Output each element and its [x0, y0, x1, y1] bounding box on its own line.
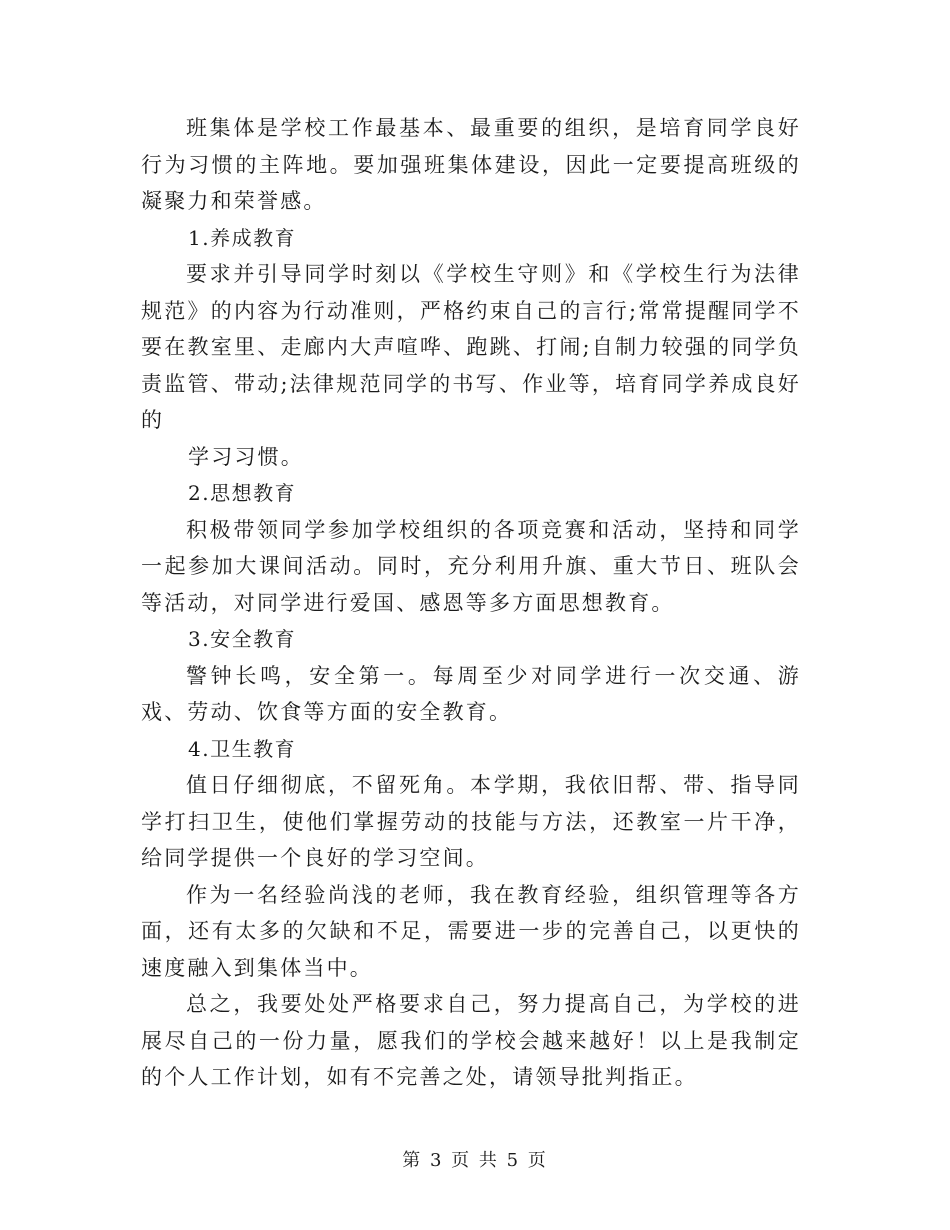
section-body-safety: 警钟长鸣，安全第一。每周至少对同学进行一次交通、游戏、劳动、饮食等方面的安全教育。: [141, 663, 801, 724]
section-body-hygiene: 值日仔细彻底，不留死角。本学期，我依旧帮、带、指导同学打扫卫生，使他们掌握劳动的技能与方法，还教室一片干净，给同学提供一个良好的学习空间。: [141, 773, 801, 870]
section-heading-habit: 1.养成教育: [188, 225, 297, 250]
document-body: [141, 110, 801, 1096]
section-continuation-habit: 学习习惯。: [188, 444, 304, 469]
section-heading-hygiene: 4.卫生教育: [188, 736, 297, 761]
closing-paragraph-summary: 总之，我要处处严格要求自己，努力提高自己，为学校的进展尽自己的一份力量，愿我们的学校会越来越好！以上是我制定的个人工作计划，如有不完善之处，请领导批判指正。: [141, 992, 801, 1089]
page-number-footer: 第 3 页 共 5 页: [402, 1150, 548, 1171]
section-heading-ideology: 2.思想教育: [188, 481, 297, 505]
intro-paragraph: 班集体是学校工作最基本、最重要的组织，是培育同学良好行为习惯的主阵地。要加强班集体建设，因此一定要提高班级的凝聚力和荣誉感。: [141, 116, 801, 213]
section-body-habit: 要求并引导同学时刻以《学校生守则》和《学校生行为法律规范》的内容为行动准则，严格约束自己的言行;常常提醒同学不要在教室里、走廊内大声喧哗、跑跳、打闹;自制力较强的同学负责监管、带动;法律规范同学的书写、作业等，培育同学养成良好的: [141, 262, 801, 432]
section-heading-safety: 3.安全教育: [188, 627, 297, 651]
closing-paragraph-reflection: 作为一名经验尚浅的老师，我在教育经验，组织管理等各方面，还有太多的欠缺和不足，需要进一步的完善自己，以更快的速度融入到集体当中。: [141, 882, 801, 980]
section-body-ideology: 积极带领同学参加学校组织的各项竞赛和活动，坚持和同学一起参加大课间活动。同时，充分利用升旗、重大节日、班队会等活动，对同学进行爱国、感恩等多方面思想教育。: [141, 517, 801, 615]
